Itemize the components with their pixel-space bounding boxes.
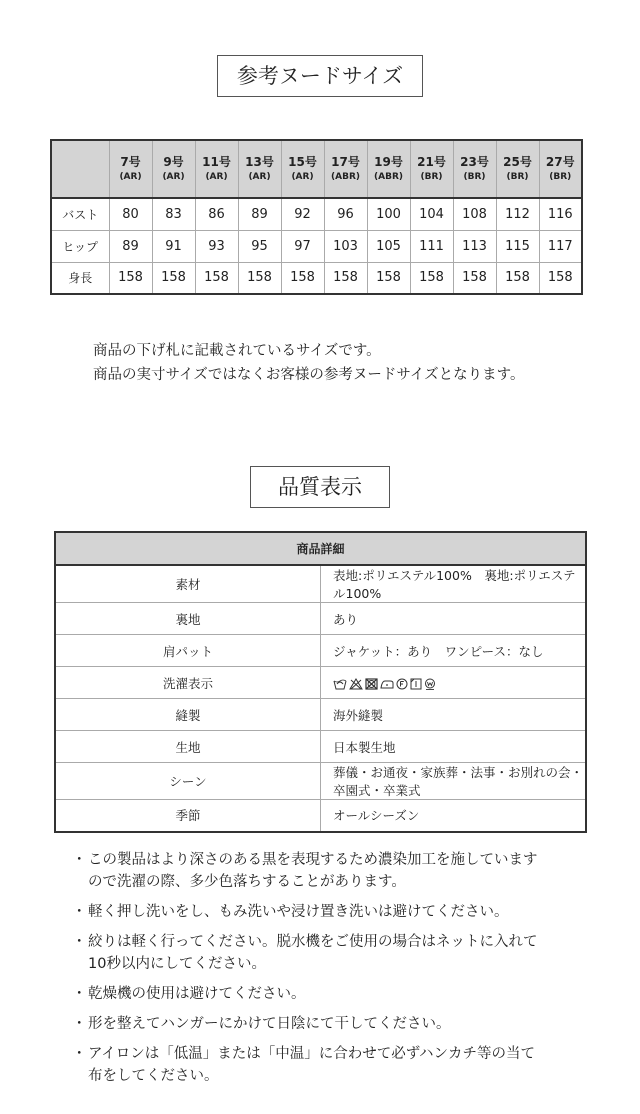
hand-wash-icon [333,678,347,690]
size-col-header: 13号 (AR) [238,140,281,198]
size-cell: 158 [281,262,324,294]
size-cell: 116 [539,198,582,230]
size-cell: 158 [324,262,367,294]
size-cell: 103 [324,230,367,262]
size-cell: 89 [238,198,281,230]
size-col-header: 11号 (AR) [195,140,238,198]
detail-row-sewing [55,699,586,731]
detail-label: 洗濯表示 [55,667,321,699]
care-note-line: 布をしてください。 [88,1068,219,1084]
size-col-header: 23号 (BR) [453,140,496,198]
care-note-item [76,849,576,893]
size-row-height [51,262,582,294]
detail-value: あり [321,603,587,635]
size-header-corner [51,140,109,198]
size-col-header: 27号 (BR) [539,140,582,198]
size-cell: 92 [281,198,324,230]
line-dry-shade-icon [410,678,422,690]
care-note-line: ・ アイロンは「低温」または「中温」に合わせて必ずハンカチ等の当て [88,1046,536,1062]
size-header-row [51,140,582,198]
size-cell: 115 [496,230,539,262]
wet-clean-icon [424,678,436,690]
care-note-item [76,1043,576,1087]
dry-clean-f-icon [396,678,408,690]
size-cell: 93 [195,230,238,262]
size-note [93,339,525,387]
no-bleach-icon [349,678,363,690]
size-cell: 111 [410,230,453,262]
size-cell: 86 [195,198,238,230]
detail-row-shoulder-pad [55,635,586,667]
size-cell: 158 [539,262,582,294]
size-cell: 91 [152,230,195,262]
size-row-hip [51,230,582,262]
row-label: バスト [51,198,109,230]
size-cell: 83 [152,198,195,230]
care-note-item [76,983,576,1005]
size-col-header: 19号 (ABR) [367,140,410,198]
care-note-item [76,931,576,975]
size-cell: 100 [367,198,410,230]
size-cell: 112 [496,198,539,230]
size-cell: 80 [109,198,152,230]
size-cell: 95 [238,230,281,262]
detail-label: 裏地 [55,603,321,635]
product-detail-table [54,531,587,833]
detail-value: ジャケット：あり ワンピース：なし [321,635,587,667]
detail-value: 葬儀・お通夜・家族葬・法事・お別れの会・卒園式・卒業式 [321,763,587,800]
row-label: ヒップ [51,230,109,262]
quality-section-title: 品質表示 [250,466,390,508]
iron-low-icon [380,678,394,690]
detail-value: 海外縫製 [321,699,587,731]
detail-value: 日本製生地 [321,731,587,763]
size-cell: 96 [324,198,367,230]
size-cell: 158 [152,262,195,294]
detail-row-fabric [55,731,586,763]
detail-label: 素材 [55,565,321,603]
detail-label: シーン [55,763,321,800]
row-label: 身長 [51,262,109,294]
size-note-line: 商品の下げ札に記載されているサイズです。 [93,343,381,359]
size-cell: 158 [496,262,539,294]
care-note-line: ので洗濯の際、多少色落ちすることがあります。 [88,874,406,890]
size-cell: 117 [539,230,582,262]
size-cell: 105 [367,230,410,262]
detail-header-row [55,532,586,565]
size-col-header: 7号 (AR) [109,140,152,198]
size-cell: 158 [410,262,453,294]
size-cell: 158 [367,262,410,294]
size-col-header: 17号 (ABR) [324,140,367,198]
care-note-line: ・ 形を整えてハンガーにかけて日陰にて干してください。 [88,1016,451,1032]
size-col-header: 15号 (AR) [281,140,324,198]
detail-label: 生地 [55,731,321,763]
detail-row-scene [55,763,586,800]
size-col-header: 25号 (BR) [496,140,539,198]
size-section-title: 参考ヌードサイズ [217,55,423,97]
care-note-item [76,1013,576,1035]
detail-row-lining [55,603,586,635]
size-cell: 104 [410,198,453,230]
care-note-line: 10秒以内にしてください。 [88,956,266,972]
care-note-line: ・ この製品はより深さのある黒を表現するため濃染加工を施しています [88,852,538,868]
detail-table-header: 商品詳細 [55,532,586,565]
detail-label: 季節 [55,800,321,832]
size-cell: 158 [453,262,496,294]
detail-value: 表地:ポリエステル100% 裏地:ポリエステル100% [321,565,587,603]
size-cell: 158 [238,262,281,294]
care-note-line: ・ 乾燥機の使用は避けてください。 [88,986,306,1002]
detail-label: 縫製 [55,699,321,731]
size-cell: 89 [109,230,152,262]
size-note-line: 商品の実寸サイズではなくお客様の参考ヌードサイズとなります。 [93,367,525,383]
detail-row-care [55,667,586,699]
detail-row-season [55,800,586,832]
care-note-line: ・ 軽く押し洗いをし、もみ洗いや浸け置き洗いは避けてください。 [88,904,509,920]
care-note-item [76,901,576,923]
size-cell: 158 [195,262,238,294]
size-cell: 158 [109,262,152,294]
detail-value [321,667,587,699]
size-cell: 113 [453,230,496,262]
care-symbols [333,678,436,690]
size-col-header: 9号 (AR) [152,140,195,198]
size-col-header: 21号 (BR) [410,140,453,198]
size-cell: 108 [453,198,496,230]
detail-row-material [55,565,586,603]
nude-size-table [50,139,583,295]
detail-label: 肩パット [55,635,321,667]
detail-value: オールシーズン [321,800,587,832]
size-row-bust [51,198,582,230]
size-cell: 97 [281,230,324,262]
no-tumble-dry-icon [365,678,378,690]
care-note-line: ・ 絞りは軽く行ってください。脱水機をご使用の場合はネットに入れて [88,934,538,950]
care-notes-list [76,849,576,1095]
